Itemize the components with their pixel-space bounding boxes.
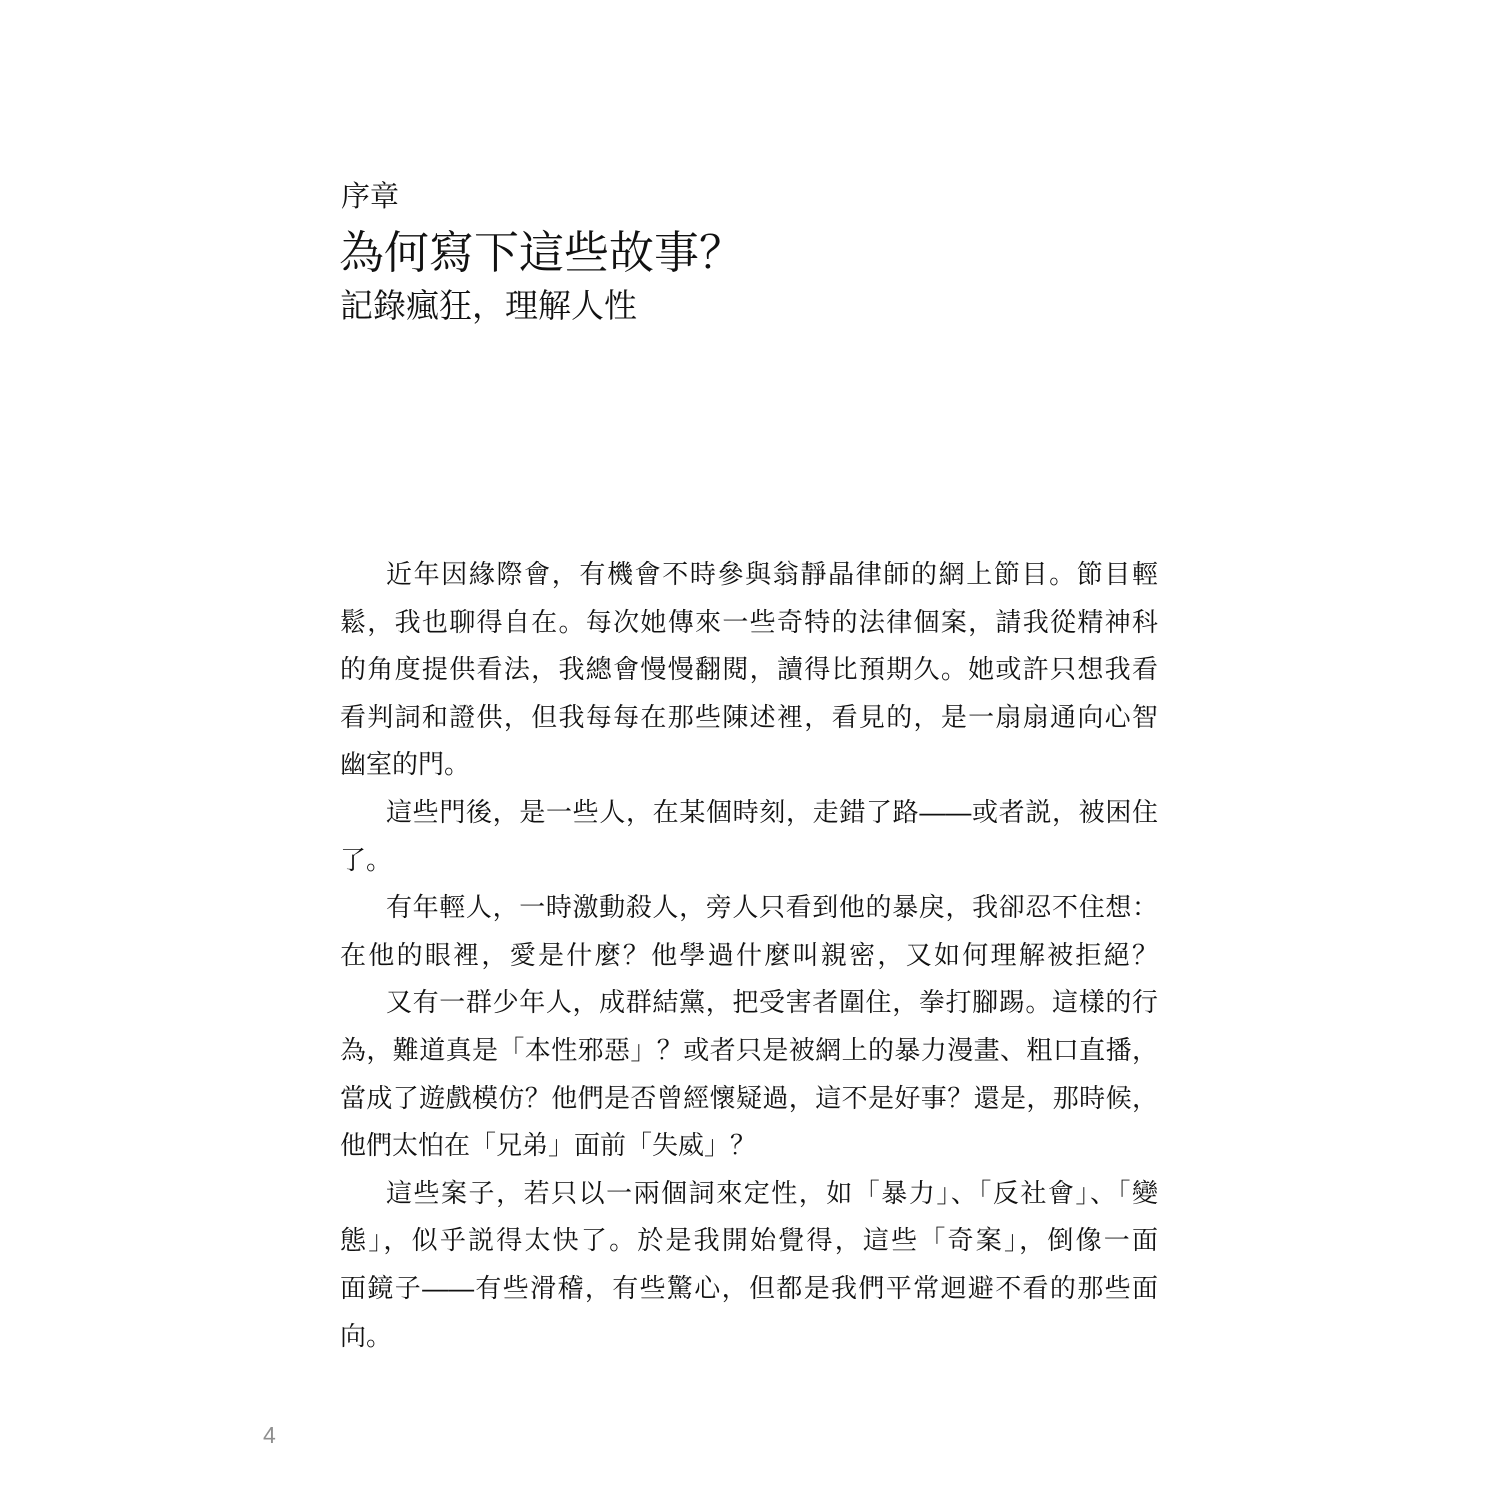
body-line-p2-l1: 這些門後，是一些人，在某個時刻，走錯了路——或者説，被困住 bbox=[386, 796, 1158, 827]
body-line-p1-l4: 看判詞和證供，但我每每在那些陳述裡，看見的，是一扇扇通向心智 bbox=[340, 701, 1158, 732]
body-line-p3-l1: 有年輕人，一時激動殺人，旁人只看到他的暴戾，我卻忍不住想： bbox=[386, 892, 1158, 923]
body-line-p3-l2: 在他的眼裡，愛是什麼？他學過什麼叫親密，又如何理解被拒絕？ bbox=[340, 939, 1158, 970]
body-line-p4-l4: 他們太怕在「兄弟」面前「失威」？ bbox=[340, 1130, 757, 1161]
body-line-p5-l1: 這些案子，若只以一兩個詞來定性，如「暴力」、「反社會」、「變 bbox=[386, 1177, 1158, 1208]
body-line-p4-l3: 當成了遊戲模仿？他們是否曾經懷疑過，這不是好事？還是，那時候， bbox=[340, 1082, 1158, 1113]
body-line-p4-l2: 為，難道真是「本性邪惡」？或者只是被網上的暴力漫畫、粗口直播， bbox=[340, 1034, 1158, 1065]
chapter-label: 序章 bbox=[341, 181, 400, 213]
body-line-p5-l2: 態」，似乎説得太快了。於是我開始覺得，這些「奇案」，倒像一面 bbox=[340, 1225, 1158, 1256]
page-title: 為何寫下這些故事？ bbox=[339, 227, 745, 278]
body-line-p2-l2: 了。 bbox=[340, 844, 393, 875]
body-line-p4-l1: 又有一群少年人，成群結黨，把受害者圍住，拳打腳踢。這樣的行 bbox=[386, 987, 1158, 1018]
body-line-p1-l1: 近年因緣際會，有機會不時參與翁靜晶律師的網上節目。節目輕 bbox=[386, 559, 1158, 589]
page-subtitle: 記錄瘋狂，理解人性 bbox=[340, 287, 637, 324]
body-line-p5-l4: 向。 bbox=[340, 1320, 393, 1351]
body-line-p1-l5: 幽室的門。 bbox=[340, 749, 471, 780]
body-line-p1-l2: 鬆，我也聊得自在。每次她傳來一些奇特的法律個案，請我從精神科 bbox=[340, 606, 1158, 637]
body-line-p1-l3: 的角度提供看法，我總會慢慢翻閱，讀得比預期久。她或許只想我看 bbox=[340, 654, 1158, 685]
body-line-p5-l3: 面鏡子——有些滑稽，有些驚心，但都是我們平常迴避不看的那些面 bbox=[340, 1272, 1158, 1303]
body-text bbox=[340, 551, 1158, 1360]
page-number: 4 bbox=[263, 1422, 276, 1448]
